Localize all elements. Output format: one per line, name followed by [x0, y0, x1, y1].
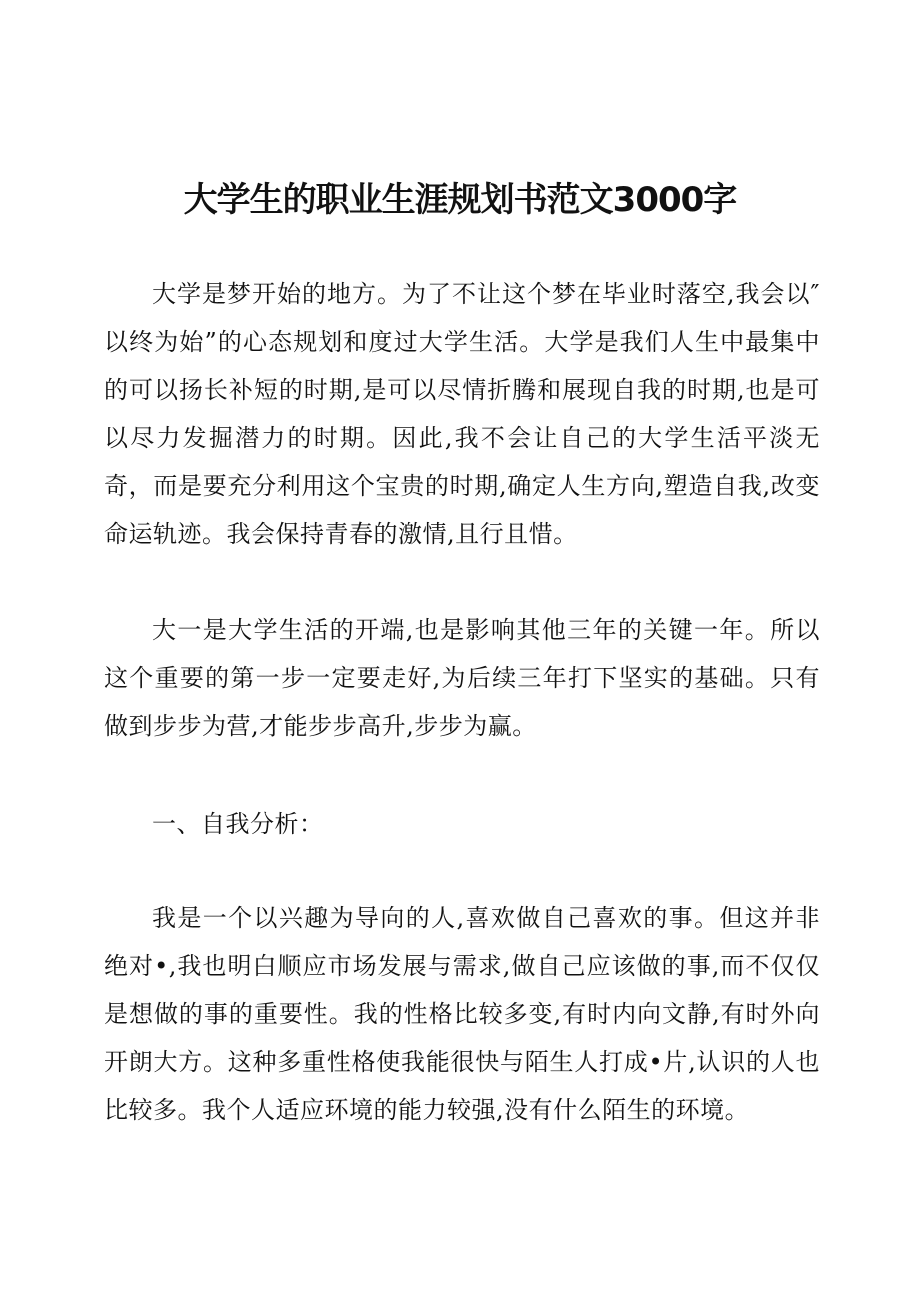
paragraph-self-analysis: 我是一个以兴趣为导向的人,喜欢做自己喜欢的事。但这并非绝对•,我也明白顺应市场发展与需求,做自己应该做的事,而不仅仅是想做的事的重要性。我的性格比较多变,有时内向文静,有时外向开朗大方。这种多重性格使我能很快与陌生人打成•片,认识的人也比较多。我个人适应环境的能力较强,没有什么陌生的环境。 [104, 904, 820, 1124]
document-title: 大学生的职业生涯规划书范文3000字 [183, 180, 737, 220]
section-heading-self-analysis: 一、自我分析： [152, 810, 324, 838]
paragraph-intro: 大学是梦开始的地方。为了不让这个梦在毕业时落空,我会以″以终为始”的心态规划和度过大学生活。大学是我们人生中最集中的可以扬长补短的时期,是可以尽情折腾和展现自我的时期,也是可以尽力发掘潜力的时期。因此,我不会让自己的大学生活平淡无奇，而是要充分利用这个宝贵的时期,确定人生方向,塑造自我,改变命运轨迹。我会保持青春的激情,且行且惜。 [104, 280, 820, 548]
paragraph-freshman-year: 大一是大学生活的开端,也是影响其他三年的关键一年。所以这个重要的第一步一定要走好,为后续三年打下坚实的基础。只有做到步步为营,才能步步高升,步步为赢。 [104, 616, 820, 740]
